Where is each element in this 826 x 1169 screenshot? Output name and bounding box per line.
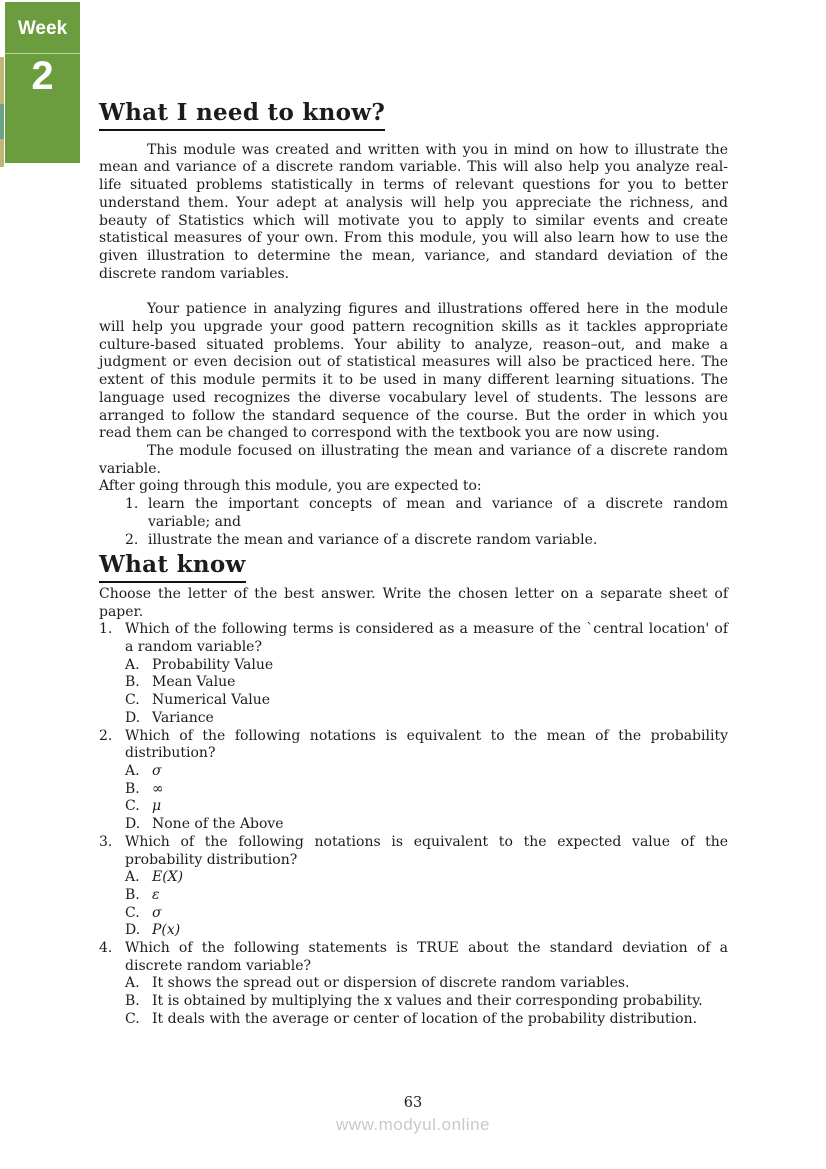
option-text-sigma-symbol: σ <box>152 904 162 921</box>
question-number: 4. <box>99 940 113 957</box>
left-edge-strip-teal <box>0 104 4 139</box>
answer-option <box>125 922 728 940</box>
section-title-what-know <box>99 551 728 583</box>
answer-option <box>125 781 728 799</box>
page-content <box>99 99 728 1029</box>
option-text: Probability Value <box>152 656 274 673</box>
objective-number: 1. <box>125 496 139 513</box>
option-text: None of the Above <box>152 816 284 833</box>
answer-option <box>125 816 728 834</box>
question-number: 1. <box>99 621 113 638</box>
question-text: Which of the following notations is equivalent to the expected value of the probability distribution? <box>125 833 728 868</box>
objective-text: illustrate the mean and variance of a discrete random variable. <box>148 531 598 548</box>
question-1 <box>99 621 728 727</box>
answer-option <box>125 1011 728 1029</box>
paragraph-spacer <box>99 283 728 301</box>
answer-option <box>125 975 728 993</box>
question-row <box>99 621 728 656</box>
section-title-text: What I need to know? <box>99 99 385 131</box>
answer-option <box>125 692 728 710</box>
week-badge <box>5 2 80 163</box>
option-letter: A. <box>125 869 140 886</box>
page-number: 63 <box>403 1095 423 1111</box>
question-4 <box>99 940 728 1029</box>
option-text-probability-notation: P(x) <box>152 922 181 939</box>
question-3 <box>99 834 728 940</box>
answer-option <box>125 710 728 728</box>
option-letter: C. <box>125 798 140 815</box>
week-badge-label: Week <box>17 18 68 39</box>
option-letter: A. <box>125 975 140 992</box>
option-text: It deals with the average or center of location of the probability distribution. <box>152 1010 698 1027</box>
question-text: Which of the following notations is equivalent to the mean of the probability distribution? <box>125 727 728 762</box>
option-letter: A. <box>125 656 140 673</box>
answer-option <box>125 869 728 887</box>
option-text: Mean Value <box>152 674 236 691</box>
option-text-sigma-symbol: σ <box>152 763 162 779</box>
section-title-what-i-need-to-know <box>99 99 728 131</box>
answer-option <box>125 905 728 923</box>
intro-paragraph-2: Your patience in analyzing figures and illustrations offered here in the module will help you upgrade your good pattern recognition skills as it tackles appropriate culture-based situated problems. Your ability to analyze, reason–out, and make a judgment or even decision out of statistical measures will also be practiced here. The extent of this module permits it to be used in many different learning situations. The language used recognizes the diverse vocabulary level of students. The lessons are arranged to follow the standard sequence of the course. But the order in which you read them can be changed to correspond with the textbook you are now using. <box>99 301 728 442</box>
answer-option <box>125 657 728 675</box>
option-letter: B. <box>125 780 140 797</box>
option-letter: C. <box>125 692 140 709</box>
option-text: It is obtained by multiplying the x values and their corresponding probability. <box>152 993 703 1010</box>
question-number: 3. <box>99 833 113 850</box>
question-text: Which of the following terms is considered as a measure of the `central location' of a random variable? <box>125 621 728 656</box>
objective-number: 2. <box>125 531 139 548</box>
option-text: It shows the spread out or dispersion of discrete random variables. <box>152 975 630 992</box>
option-text: Numerical Value <box>152 692 271 709</box>
option-letter: C. <box>125 904 140 921</box>
option-letter: D. <box>125 922 141 939</box>
question-number: 2. <box>99 727 113 744</box>
intro-paragraph-1: This module was created and written with you in mind on how to illustrate the mean and variance of a discrete random variable. This will also help you analyze real-life situated problems statistically in terms of relevant questions for you to better understand them. Your adept at analysis will help you appreciate the richness, and beauty of Statistics which will motivate you to apply to similar events and create statistical measures of your own. From this module, you will also learn how to use the given illustration to determine the mean, variance, and standard deviation of the discrete random variables. <box>99 141 728 282</box>
option-text-expected-value-notation: E(X) <box>152 869 184 886</box>
option-text-infinity-symbol: ∞ <box>152 780 164 797</box>
objective-item <box>125 496 728 531</box>
option-letter: D. <box>125 709 141 726</box>
week-badge-number: 2 <box>31 54 54 98</box>
intro-paragraph-3: The module focused on illustrating the mean and variance of a discrete random variable. <box>99 443 728 477</box>
option-letter: B. <box>125 993 140 1010</box>
page-footer <box>0 1095 826 1135</box>
watermark-text: www.modyul.online <box>335 1115 490 1134</box>
answer-option <box>125 674 728 692</box>
answer-option <box>125 887 728 905</box>
option-letter: B. <box>125 674 140 691</box>
answer-option <box>125 763 728 781</box>
question-row <box>99 940 728 975</box>
section-title-text: What know <box>99 551 246 583</box>
option-text: Variance <box>152 709 214 726</box>
question-2 <box>99 728 728 834</box>
option-letter: D. <box>125 816 141 833</box>
objective-item <box>125 532 728 550</box>
option-letter: C. <box>125 1010 140 1027</box>
objective-text: learn the important concepts of mean and variance of a discrete random variable; and <box>148 496 728 530</box>
option-letter: A. <box>125 763 140 779</box>
option-text-epsilon-symbol: ε <box>152 886 160 903</box>
option-text-mu-symbol: μ <box>152 798 162 815</box>
answer-option <box>125 993 728 1011</box>
expectation-intro: After going through this module, you are expected to: <box>99 478 482 495</box>
answer-option <box>125 798 728 816</box>
question-row <box>99 728 728 763</box>
option-letter: B. <box>125 886 140 903</box>
question-row <box>99 834 728 869</box>
quiz-instruction: Choose the letter of the best answer. Write the chosen letter on a separate sheet of paper. <box>99 585 728 620</box>
question-text: Which of the following statements is TRUE about the standard deviation of a discrete random variable? <box>125 940 728 974</box>
